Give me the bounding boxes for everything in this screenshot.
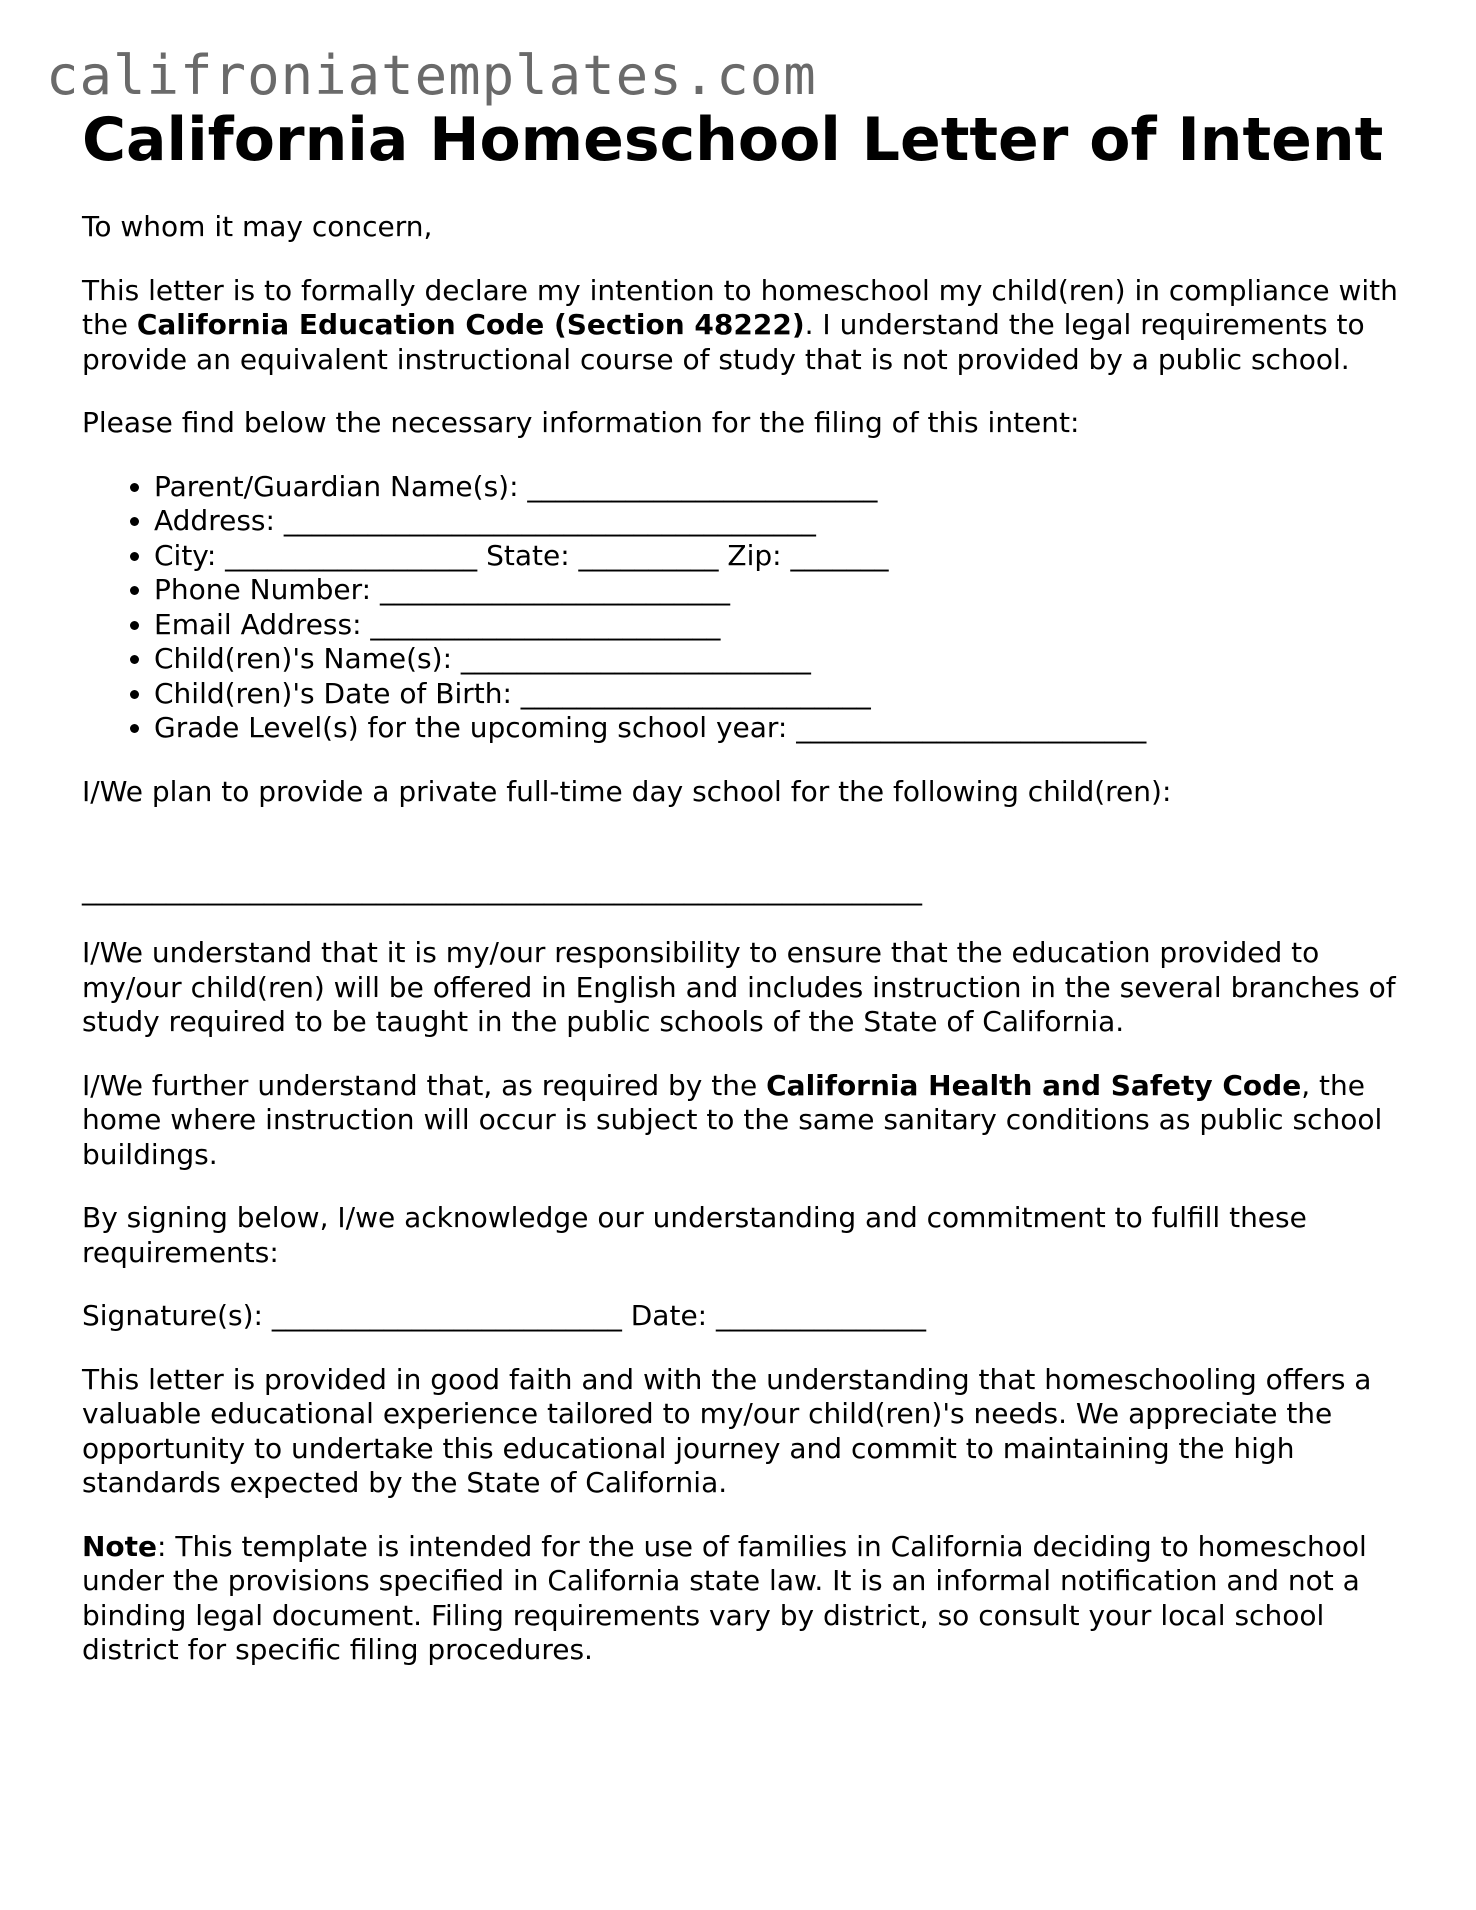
signature-date-line: Signature(s): _________________________ Date: _______________ [82,1299,927,1332]
closing-paragraph: This letter is provided in good faith and with the understanding that homeschooling offers a valuable educational experience tailored to my/our child(ren)'s needs. We appreciate the opportunity to undertake this educational journey and commit to maintaining the high standards expected by the State of California. [82,1362,1372,1499]
email-field: • Email Address: _________________________ [154,608,1402,643]
parent-name-field: • Parent/Guardian Name(s): _________________________ [154,470,1402,505]
health-paragraph [82,1069,1402,1173]
health-code-reference: California Health and Safety Code [766,1068,1302,1102]
page-title: California Homeschool Letter of Intent [82,105,1384,175]
address-field: • Address: ______________________________________ [154,504,1402,539]
watermark: califroniatemplates.com [46,44,817,107]
plan-blank-line: ____________________________________________________________ [82,872,922,906]
responsibility-paragraph: I/We understand that it is my/our responsibility to ensure that the education provided to my/our child(ren) will be offered in English and includes instruction in the several branches of study required to be taught in the public schools of the State of California. [82,936,1396,1038]
acknowledge-paragraph: By signing below, I/we acknowledge our understanding and commitment to fulfill these requirements: [82,1201,1307,1269]
plan-statement: I/We plan to provide a private full-time day school for the following child(ren): [82,774,1172,808]
health-text-end: , the home where instruction will occur is subject to the same sanitary conditions as public school buildings. [82,1068,1383,1171]
child-names-field: • Child(ren)'s Name(s): _________________________ [154,642,1402,677]
note-paragraph [82,1530,1402,1668]
note-label: Note [82,1529,158,1563]
grade-level-field: • Grade Level(s) for the upcoming school year: _________________________ [154,711,1402,746]
intro-paragraph [82,274,1402,378]
intro-text-end: . I understand the legal requirements to provide an equivalent instructional course of study that is not provided by a public school. [82,308,1365,376]
info-prompt: Please find below the necessary information for the filing of this intent: [82,406,1080,439]
intro-text-start: This letter is to formally declare my intention to homeschool my child(ren) in compliance with the [82,273,1398,341]
letter-document [82,100,1402,1668]
note-text: : This template is intended for the use of families in California deciding to homeschool under the provisions specified in California state law. It is an informal notification and not a binding legal document. Filing requirements vary by district, so consult your local school district for specific filing procedures. [82,1529,1367,1666]
city-state-zip-field: • City: __________________ State: __________ Zip: _______ [154,539,1402,574]
info-field-list [82,470,1402,746]
health-text-start: I/We further understand that, as required by the [82,1068,767,1102]
greeting: To whom it may concern, [82,210,433,243]
phone-field: • Phone Number: _________________________ [154,573,1402,608]
education-code-reference: California Education Code (Section 48222) [136,308,805,341]
child-dob-field: • Child(ren)'s Date of Birth: _________________________ [154,677,1402,712]
